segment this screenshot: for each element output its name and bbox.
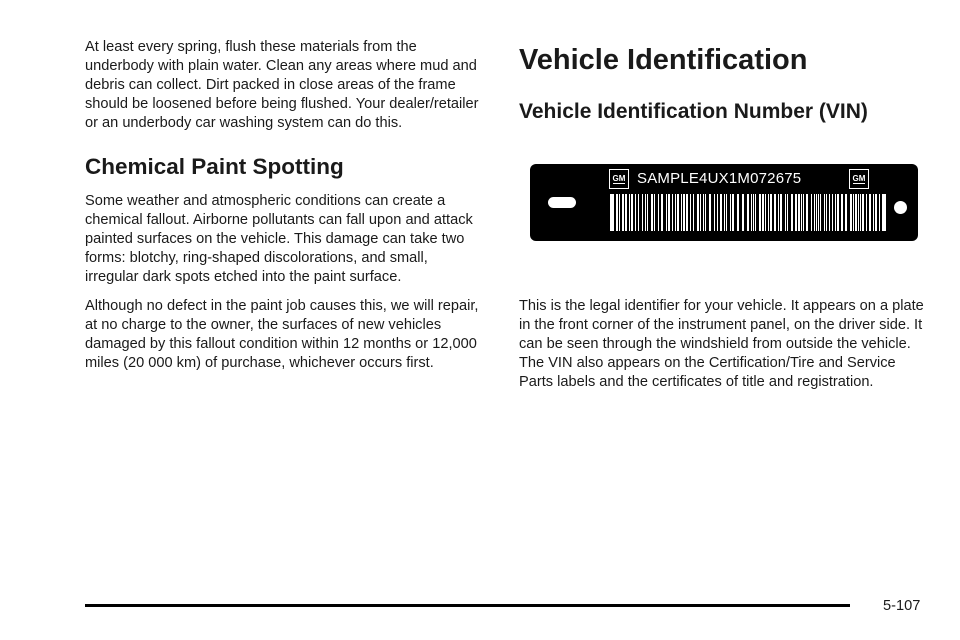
plate-hole (894, 201, 907, 214)
gm-logo-icon: GM (849, 169, 869, 189)
footer-rule (85, 604, 850, 607)
plate-slot (548, 197, 576, 208)
gm-logo-icon: GM (609, 169, 629, 189)
page-number: 5-107 (883, 598, 921, 614)
vin-plate-illustration (530, 164, 918, 241)
vin-number: SAMPLE4UX1M072675 (637, 170, 802, 187)
paint-paragraph-1: Some weather and atmospheric conditions can create a chemical fallout. Airborne pollutants can fall upon and attack painted surfaces on the vehicle. This damage can take two forms: blotchy, ring-shaped discolorations, and small, irregular dark spots etched into the paint surface. (85, 193, 473, 285)
vin-subheading: Vehicle Identification Number (VIN) (519, 100, 868, 123)
paint-paragraph-2: Although no defect in the paint job causes this, we will repair, at no charge to the owner, the surfaces of new vehicles damaged by this fallout condition within 12 months or 12,000 miles (20 000 km) of purchase, whichever occurs first. (85, 298, 479, 371)
right-column (519, 38, 924, 402)
barcode-bars (614, 194, 882, 231)
barcode (610, 194, 886, 231)
left-column (85, 38, 483, 383)
page-title: Vehicle Identification (519, 44, 808, 76)
intro-paragraph: At least every spring, flush these materials from the underbody with plain water. Clean any areas where mud and debris can collect. Dirt packed in close areas of the frame should be loosened before being flushed. Your dealer/retailer or an underbody car washing system can do this. (85, 39, 479, 131)
section-heading-chemical-paint: Chemical Paint Spotting (85, 154, 344, 179)
vin-description: This is the legal identifier for your vehicle. It appears on a plate in the front corner of the instrument panel, on the driver side. It can be seen through the windshield from outside the vehicle. The VIN also appears on the Certification/Tire and Service Parts labels and the certificates of title and registration. (519, 298, 924, 390)
